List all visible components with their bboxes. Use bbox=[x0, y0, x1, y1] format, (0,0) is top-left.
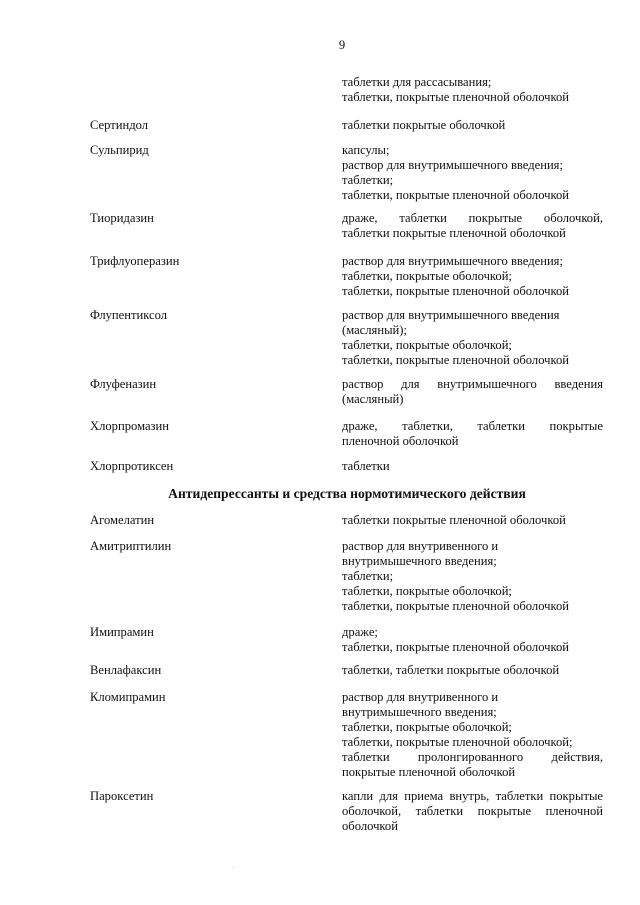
dosage-form-line: (масляный) bbox=[342, 392, 404, 406]
dosage-form-line: (масляный); bbox=[342, 323, 407, 337]
dosage-form-line: таблетки, покрытые пленочной оболочкой bbox=[342, 90, 570, 104]
dosage-forms bbox=[342, 663, 603, 678]
dosage-form-line: оболочкой bbox=[342, 819, 398, 833]
section-heading: Антидепрессанты и средства нормотимического действия bbox=[168, 486, 526, 501]
dosage-form-line: внутримышечного введения; bbox=[342, 705, 497, 719]
dosage-forms bbox=[342, 118, 603, 133]
dosage-form-line: таблетки покрытые пленочной оболочкой bbox=[342, 226, 566, 240]
dosage-form-line: таблетки, покрытые оболочкой; bbox=[342, 720, 512, 734]
dosage-form-line: таблетки, покрытые пленочной оболочкой bbox=[342, 353, 570, 367]
dosage-forms bbox=[342, 789, 603, 834]
dosage-form-line: оболочкой, таблетки покрытые пленочной bbox=[342, 804, 603, 818]
dosage-form-line: таблетки, покрытые пленочной оболочкой bbox=[342, 640, 570, 654]
dosage-form-line: покрытые пленочной оболочкой bbox=[342, 765, 516, 779]
dosage-form-line: раствор для внутримышечного введения; bbox=[342, 158, 563, 172]
dosage-forms bbox=[342, 377, 603, 407]
drug-name: Флупентиксол bbox=[90, 308, 168, 322]
dosage-form-line: таблетки, покрытые оболочкой; bbox=[342, 269, 512, 283]
dosage-forms bbox=[342, 690, 603, 780]
dosage-forms bbox=[342, 308, 603, 368]
dosage-form-line: таблетки, покрытые оболочкой; bbox=[342, 584, 512, 598]
dosage-form-line: таблетки покрытые пленочной оболочкой bbox=[342, 513, 566, 527]
drug-name: Тиоридазин bbox=[90, 211, 154, 225]
drug-name: Сертиндол bbox=[90, 118, 149, 132]
drug-name: Венлафаксин bbox=[90, 663, 162, 677]
drug-name: Имипрамин bbox=[90, 625, 154, 639]
dosage-form-line: раствор для внутримышечного введения bbox=[342, 308, 560, 322]
dosage-form-line: таблетки, покрытые пленочной оболочкой; bbox=[342, 735, 573, 749]
drug-name: Агомелатин bbox=[90, 513, 155, 527]
dosage-form-line: таблетки, таблетки покрытые оболочкой bbox=[342, 663, 560, 677]
dosage-forms bbox=[342, 625, 603, 655]
dosage-form-line: таблетки; bbox=[342, 569, 394, 583]
dosage-form-line: раствор для внутримышечного введения bbox=[342, 377, 603, 391]
dosage-form-line: раствор для внутривенного и bbox=[342, 539, 499, 553]
dosage-form-line: внутримышечного введения; bbox=[342, 554, 497, 568]
page-number: 9 bbox=[338, 38, 346, 52]
dosage-forms bbox=[342, 254, 603, 299]
dosage-form-line: таблетки bbox=[342, 459, 390, 473]
dosage-forms bbox=[342, 419, 603, 449]
drug-name: Флуфеназин bbox=[90, 377, 157, 391]
dosage-form-line: капли для приема внутрь, таблетки покрытые bbox=[342, 789, 603, 803]
drug-name: Сульпирид bbox=[90, 143, 149, 157]
dosage-form-line: таблетки, покрытые пленочной оболочкой bbox=[342, 284, 570, 298]
drug-name: Амитриптилин bbox=[90, 539, 172, 553]
dosage-forms bbox=[342, 75, 603, 105]
scan-artifact bbox=[233, 867, 234, 868]
dosage-form-line: таблетки, покрытые пленочной оболочкой bbox=[342, 599, 570, 613]
dosage-form-line: драже, таблетки покрытые оболочкой, bbox=[342, 211, 603, 225]
dosage-forms bbox=[342, 513, 603, 528]
dosage-form-line: таблетки, покрытые пленочной оболочкой bbox=[342, 188, 570, 202]
dosage-form-line: пленочной оболочкой bbox=[342, 434, 459, 448]
drug-name: Хлорпротиксен bbox=[90, 459, 174, 473]
dosage-form-line: таблетки; bbox=[342, 173, 394, 187]
dosage-form-line: таблетки, покрытые оболочкой; bbox=[342, 338, 512, 352]
dosage-form-line: таблетки покрытые оболочкой bbox=[342, 118, 506, 132]
drug-name: Хлорпромазин bbox=[90, 419, 169, 433]
dosage-form-line: драже; bbox=[342, 625, 378, 639]
dosage-forms bbox=[342, 211, 603, 241]
dosage-form-line: раствор для внутривенного и bbox=[342, 690, 499, 704]
drug-name: Пароксетин bbox=[90, 789, 154, 803]
drug-name: Трифлуоперазин bbox=[90, 254, 180, 268]
dosage-form-line: раствор для внутримышечного введения; bbox=[342, 254, 563, 268]
dosage-forms bbox=[342, 143, 603, 203]
dosage-forms bbox=[342, 459, 603, 474]
dosage-form-line: капсулы; bbox=[342, 143, 390, 157]
dosage-form-line: таблетки пролонгированного действия, bbox=[342, 750, 603, 764]
dosage-form-line: таблетки для рассасывания; bbox=[342, 75, 492, 89]
dosage-form-line: драже, таблетки, таблетки покрытые bbox=[342, 419, 603, 433]
drug-name: Кломипрамин bbox=[90, 690, 166, 704]
dosage-forms bbox=[342, 539, 603, 614]
